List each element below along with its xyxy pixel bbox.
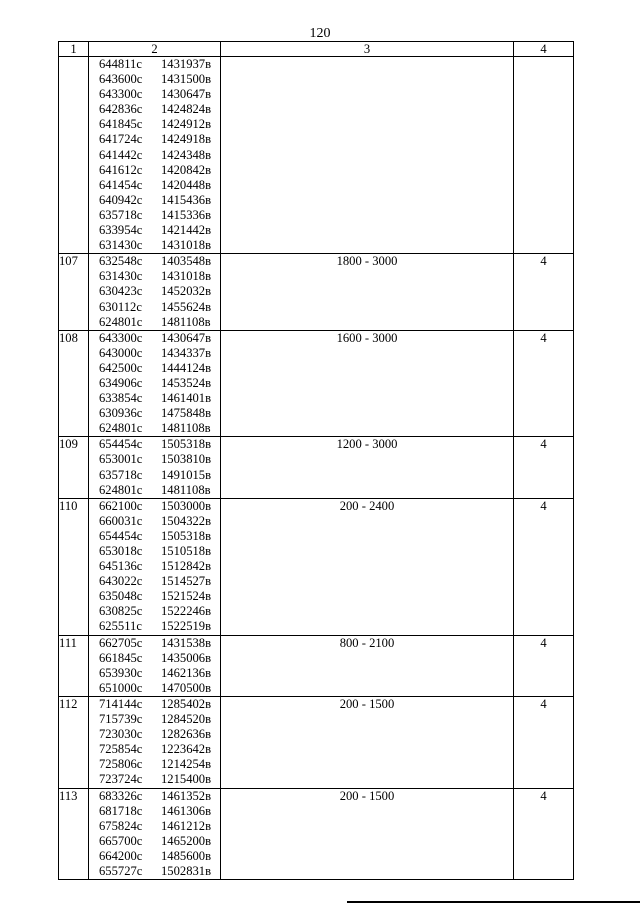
latitude-value: 643022с — [99, 574, 143, 589]
longitude-value: 1431018в — [161, 238, 212, 253]
coordinate-point — [89, 437, 220, 452]
table-row-group — [59, 788, 574, 880]
longitude-value: 1510518в — [161, 544, 212, 558]
row-number: 109 — [59, 437, 89, 498]
longitude-value: 1435006в — [161, 650, 212, 665]
longitude-value: 1481108в — [161, 314, 211, 329]
longitude-value: 1431937в — [161, 57, 212, 71]
table-row-group — [59, 635, 574, 696]
table-row-group — [59, 437, 574, 498]
longitude-value: 1431500в — [161, 72, 212, 87]
coordinate-point — [89, 346, 220, 361]
row-number: 107 — [59, 254, 89, 330]
latitude-value: 661845с — [99, 650, 143, 665]
table-row — [59, 437, 574, 498]
latitude-value: 725854с — [99, 742, 143, 757]
row-number: 108 — [59, 330, 89, 437]
table-row — [59, 57, 574, 254]
footer-rule — [347, 901, 640, 903]
table-row-group — [59, 254, 574, 330]
table-row — [59, 635, 574, 696]
coordinate-list — [89, 57, 221, 254]
depth-range: 800 - 2100 — [221, 635, 514, 696]
coordinate-point — [89, 208, 220, 223]
latitude-value: 643600с — [99, 72, 143, 87]
coordinate-point — [89, 574, 220, 589]
latitude-value: 715739с — [99, 712, 143, 727]
coordinate-point — [89, 331, 220, 346]
column-4-value: 4 — [514, 635, 574, 696]
table-header — [59, 42, 574, 57]
longitude-value: 1521524в — [161, 589, 212, 604]
latitude-value: 630112с — [99, 299, 142, 314]
table-row-group — [59, 696, 574, 788]
latitude-value: 645136с — [99, 559, 143, 574]
latitude-value: 630423с — [99, 284, 143, 299]
coordinate-point — [89, 468, 220, 483]
coordinate-point — [89, 132, 220, 147]
table-row — [59, 254, 574, 330]
longitude-value: 1503810в — [161, 452, 212, 467]
longitude-value: 1434337в — [161, 345, 212, 360]
coordinate-point — [89, 834, 220, 849]
longitude-value: 1455624в — [161, 299, 212, 314]
latitude-value: 683326с — [99, 788, 143, 803]
coordinate-point — [89, 559, 220, 574]
latitude-value: 641442с — [99, 147, 143, 162]
latitude-value: 642500с — [99, 360, 143, 375]
depth-range: 200 - 1500 — [221, 696, 514, 788]
coordinate-point — [89, 254, 220, 269]
column-header-2: 2 — [89, 42, 221, 57]
longitude-value: 1505318в — [161, 528, 212, 543]
longitude-value: 1452032в — [161, 284, 212, 299]
longitude-value: 1462136в — [161, 665, 212, 680]
depth-range: 1800 - 3000 — [221, 254, 514, 330]
table-row-group — [59, 57, 574, 254]
latitude-value: 640942с — [99, 192, 143, 207]
depth-range: 200 - 2400 — [221, 498, 514, 635]
table-row — [59, 696, 574, 788]
coordinate-point — [89, 681, 220, 696]
coordinate-point — [89, 483, 220, 498]
column-4-value: 4 — [514, 788, 574, 880]
latitude-value: 641612с — [99, 162, 143, 177]
coordinate-point — [89, 72, 220, 87]
coordinate-point — [89, 148, 220, 163]
latitude-value: 681718с — [99, 803, 143, 818]
table-row — [59, 498, 574, 635]
depth-range — [221, 57, 514, 254]
coordinate-point — [89, 238, 220, 253]
longitude-value: 1481108в — [161, 482, 211, 497]
longitude-value: 1465200в — [161, 833, 212, 848]
coordinate-list — [89, 254, 221, 330]
column-4-value: 4 — [514, 254, 574, 330]
coordinate-list — [89, 498, 221, 635]
longitude-value: 1430647в — [161, 330, 212, 345]
table-row — [59, 330, 574, 437]
depth-range: 1600 - 3000 — [221, 330, 514, 437]
coordinate-point — [89, 406, 220, 421]
latitude-value: 632548с — [99, 254, 143, 269]
latitude-value: 624801с — [99, 482, 143, 497]
coordinate-point — [89, 117, 220, 132]
coordinate-point — [89, 315, 220, 330]
row-number: 111 — [59, 635, 89, 696]
longitude-value: 1481108в — [161, 421, 211, 436]
latitude-value: 664200с — [99, 848, 143, 863]
coordinate-list — [89, 696, 221, 788]
row-number — [59, 57, 89, 254]
latitude-value: 723030с — [99, 727, 143, 742]
coordinate-list — [89, 635, 221, 696]
latitude-value: 625511с — [99, 619, 142, 634]
latitude-value: 654454с — [99, 437, 143, 452]
coordinate-point — [89, 864, 220, 879]
longitude-value: 1485600в — [161, 848, 212, 863]
column-4-value: 4 — [514, 498, 574, 635]
row-number: 112 — [59, 696, 89, 788]
coordinate-point — [89, 789, 220, 804]
longitude-value: 1215400в — [161, 772, 212, 787]
table-row-group — [59, 330, 574, 437]
longitude-value: 1514527в — [161, 574, 212, 589]
coordinate-point — [89, 804, 220, 819]
latitude-value: 665700с — [99, 833, 143, 848]
coordinate-point — [89, 421, 220, 436]
longitude-value: 1522246в — [161, 604, 212, 619]
longitude-value: 1502831в — [161, 863, 212, 878]
column-4-value — [514, 57, 574, 254]
longitude-value: 1415336в — [161, 207, 212, 222]
latitude-value: 662705с — [99, 635, 143, 650]
coordinate-point — [89, 619, 220, 634]
latitude-value: 660031с — [99, 513, 143, 528]
latitude-value: 662100с — [99, 498, 143, 513]
longitude-value: 1415436в — [161, 192, 212, 207]
longitude-value: 1522519в — [161, 619, 212, 634]
latitude-value: 643300с — [99, 87, 143, 102]
latitude-value: 634906с — [99, 375, 143, 390]
latitude-value: 635718с — [99, 467, 143, 482]
coordinate-point — [89, 604, 220, 619]
coordinate-point — [89, 102, 220, 117]
coordinate-point — [89, 636, 220, 651]
longitude-value: 1424348в — [161, 147, 212, 162]
longitude-value: 1453524в — [161, 375, 212, 390]
longitude-value: 1420842в — [161, 162, 212, 177]
coordinate-point — [89, 193, 220, 208]
longitude-value: 1284520в — [161, 712, 212, 727]
longitude-value: 1430647в — [161, 87, 212, 102]
longitude-value: 1470500в — [161, 680, 212, 695]
longitude-value: 1403548в — [161, 254, 212, 269]
latitude-value: 714144с — [99, 696, 143, 711]
latitude-value: 675824с — [99, 818, 143, 833]
latitude-value: 643300с — [99, 330, 143, 345]
depth-range: 200 - 1500 — [221, 788, 514, 880]
coordinate-point — [89, 87, 220, 102]
coordinate-point — [89, 57, 220, 72]
latitude-value: 633854с — [99, 391, 143, 406]
longitude-value: 1505318в — [161, 437, 212, 452]
latitude-value: 624801с — [99, 421, 143, 436]
depth-range: 1200 - 3000 — [221, 437, 514, 498]
latitude-value: 651000с — [99, 680, 143, 695]
latitude-value: 641724с — [99, 132, 143, 147]
longitude-value: 1461306в — [161, 803, 212, 818]
longitude-value: 1503000в — [161, 498, 212, 513]
longitude-value: 1461401в — [161, 391, 212, 406]
longitude-value: 1285402в — [161, 696, 212, 711]
coordinate-list — [89, 330, 221, 437]
coordinate-point — [89, 651, 220, 666]
longitude-value: 1214254в — [161, 757, 212, 772]
coordinate-point — [89, 376, 220, 391]
coordinate-point — [89, 544, 220, 559]
longitude-value: 1475848в — [161, 406, 212, 421]
coordinate-point — [89, 697, 220, 712]
coordinate-point — [89, 712, 220, 727]
longitude-value: 1223642в — [161, 742, 212, 757]
column-4-value: 4 — [514, 330, 574, 437]
coordinate-point — [89, 452, 220, 467]
table-row-group — [59, 498, 574, 635]
longitude-value: 1420448в — [161, 177, 212, 192]
coordinate-point — [89, 819, 220, 834]
latitude-value: 635048с — [99, 589, 143, 604]
latitude-value: 643000с — [99, 345, 143, 360]
longitude-value: 1424912в — [161, 117, 212, 132]
latitude-value: 631430с — [99, 238, 143, 253]
longitude-value: 1461212в — [161, 818, 212, 833]
latitude-value: 653930с — [99, 665, 143, 680]
table-row — [59, 788, 574, 880]
longitude-value: 1461352в — [161, 788, 212, 803]
latitude-value: 653001с — [99, 452, 143, 467]
latitude-value: 653018с — [99, 544, 143, 558]
column-4-value: 4 — [514, 437, 574, 498]
coordinate-point — [89, 589, 220, 604]
column-header-4: 4 — [514, 42, 574, 57]
coordinate-point — [89, 223, 220, 238]
latitude-value: 655727с — [99, 863, 143, 878]
coordinate-point — [89, 361, 220, 376]
column-header-3: 3 — [221, 42, 514, 57]
latitude-value: 641845с — [99, 117, 143, 132]
latitude-value: 631430с — [99, 269, 143, 284]
coordinate-list — [89, 788, 221, 880]
coordinate-point — [89, 284, 220, 299]
coordinate-point — [89, 163, 220, 178]
latitude-value: 723724с — [99, 772, 143, 787]
latitude-value: 630825с — [99, 604, 143, 619]
coordinate-point — [89, 514, 220, 529]
coordinate-point — [89, 727, 220, 742]
longitude-value: 1282636в — [161, 727, 212, 742]
longitude-value: 1444124в — [161, 360, 212, 375]
page-number: 120 — [309, 26, 331, 41]
longitude-value: 1424824в — [161, 102, 212, 117]
coordinate-point — [89, 849, 220, 864]
longitude-value: 1431538в — [161, 635, 212, 650]
coordinate-point — [89, 742, 220, 757]
row-number: 113 — [59, 788, 89, 880]
latitude-value: 630936с — [99, 406, 143, 421]
coordinate-list — [89, 437, 221, 498]
coordinate-point — [89, 529, 220, 544]
longitude-value: 1504322в — [161, 513, 212, 528]
coordinate-point — [89, 269, 220, 284]
latitude-value: 725806с — [99, 757, 143, 772]
coordinate-point — [89, 757, 220, 772]
coordinates-table — [58, 41, 574, 880]
row-number: 110 — [59, 498, 89, 635]
longitude-value: 1424918в — [161, 132, 212, 147]
coordinate-point — [89, 300, 220, 315]
coordinate-point — [89, 178, 220, 193]
latitude-value: 654454с — [99, 528, 143, 543]
longitude-value: 1421442в — [161, 223, 212, 238]
column-4-value: 4 — [514, 696, 574, 788]
latitude-value: 624801с — [99, 314, 143, 329]
coordinate-point — [89, 391, 220, 406]
longitude-value: 1491015в — [161, 467, 212, 482]
latitude-value: 642836с — [99, 102, 143, 117]
coordinate-point — [89, 772, 220, 787]
latitude-value: 633954с — [99, 223, 143, 238]
longitude-value: 1512842в — [161, 559, 212, 574]
coordinate-point — [89, 666, 220, 681]
coordinate-point — [89, 499, 220, 514]
column-header-1: 1 — [59, 42, 89, 57]
latitude-value: 641454с — [99, 177, 143, 192]
longitude-value: 1431018в — [161, 269, 212, 284]
latitude-value: 635718с — [99, 207, 143, 222]
latitude-value: 644811с — [99, 57, 142, 71]
